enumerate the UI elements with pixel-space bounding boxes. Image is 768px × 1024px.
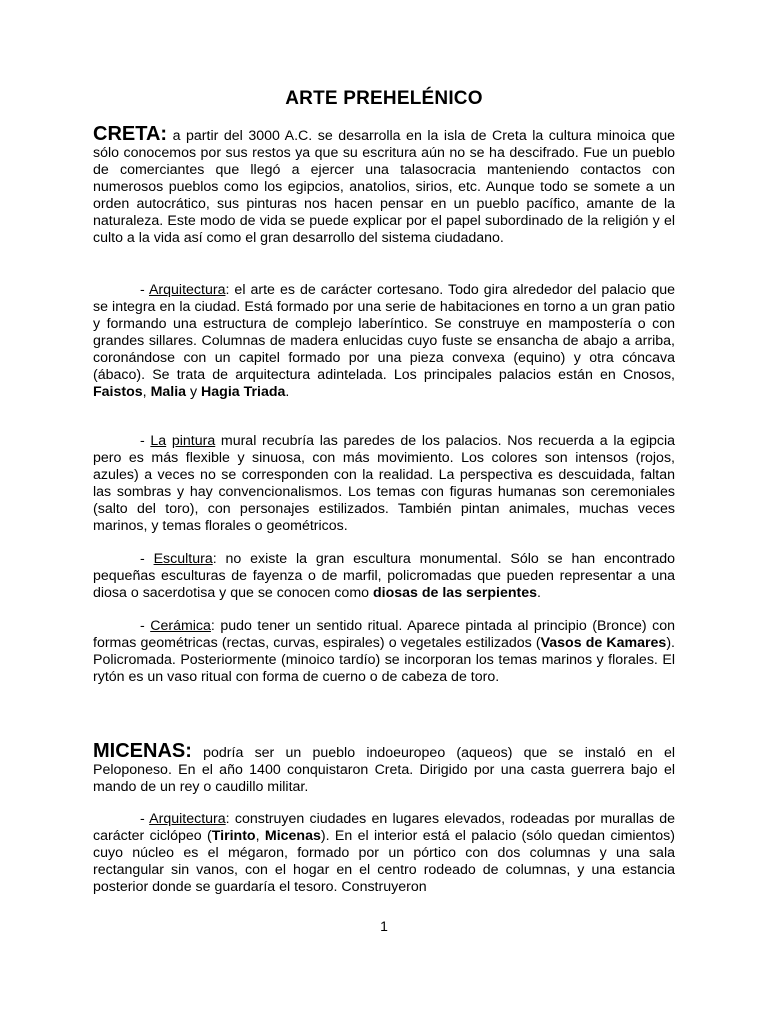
creta-paragraph: CRETA: a partir del 3000 A.C. se desarrolla en la isla de Creta la cultura minoica que sólo conocemos por sus restos ya que su escritura aún no se ha descifrado. Fue un pueblo de comerciantes que llegó a ejercer una talasocracia manteniendo contactos con numerosos pueblos como los egipcios, anatolios, sirios, etc. Aunque todo se somete a un orden autocrático, sus pinturas nos hacen pensar en un pueblo pacífico, amante de la naturaleza. Este modo de vida se puede explicar por el papel subordinado de la religión y el culto a la vida así como el gran desarrollo del sistema ciudadano.: [93, 123, 675, 246]
creta-intro: a partir del 3000 A.C. se desarrolla en la isla de Creta la cultura minoica que sólo conocemos por sus restos ya que su escritura aún no se ha descifrado. Fue un pueblo de comerciantes que llegó a ejercer una talasocracia manteniendo contactos con numerosos pueblos como los egipcios, anatolios, sirios, etc. Aunque todo se somete a un orden autocrático, sus pinturas nos hacen pensar en un pueblo pacífico, amante de la naturaleza. Este modo de vida se puede explicar por el papel subordinado de la religión y el culto a la vida así como el gran desarrollo del sistema ciudadano.: [93, 128, 675, 246]
micenas-arquitectura-paragraph: - Arquitectura: construyen ciudades en lugares elevados, rodeadas por murallas de carácter ciclópeo (Tirinto, Micenas). En el interior está el palacio (sólo quedan cimientos) cuyo núcleo es el mégaron, formado por un pórtico con dos columnas y una sala rectangular sin vanos, con el hogar en el centro rodeado de columnas, y una estancia posterior donde se guardaría el tesoro. Construyeron: [93, 811, 675, 895]
pintura-label: pintura: [171, 433, 216, 449]
diosas-serpientes: diosas de las serpientes: [372, 585, 538, 601]
page-title: ARTE PREHELÉNICO: [285, 88, 483, 109]
sep: ,: [255, 828, 265, 844]
creta-ceramica-text1: : pudo tener un sentido ritual. Aparece pintada al principio (Bronce) con formas geométricas (rectas, curvas, espirales) o vegetales estilizados (: [93, 618, 675, 651]
creta-escultura-text: : no existe la gran escultura monumental. Sólo se han encontrado pequeñas esculturas de fayenza o de marfil, policromadas que pueden representar a una diosa o sacerdotisa y que se conocen como: [93, 551, 675, 601]
creta-arquitectura-paragraph: - Arquitectura: el arte es de carácter cortesano. Todo gira alrededor del palacio que se integra en la ciudad. Está formado por una serie de habitaciones en torno a un gran patio y formando una estructura de complejo laberíntico. Se construye en mampostería o con grandes sillares. Columnas de madera enlucidas cuyo fuste se ensancha de abajo a arriba, coronándose con un capitel formado por una pieza convexa (equino) y otra cóncava (ábaco). Se trata de arquitectura adintelada. Los principales palacios están en Cnosos, Faistos, Malia y Hagia Triada.: [93, 282, 675, 400]
micenas-heading: MICENAS: [93, 740, 186, 762]
creta-heading: CRETA: [93, 123, 161, 145]
palace-malia: Malia: [150, 384, 187, 400]
micenas-arquitectura-text1: : construyen ciudades en lugares elevados, rodeadas por murallas de carácter ciclópeo (: [93, 811, 675, 844]
sep: ,: [142, 384, 151, 400]
palace-hagia-triada: Hagia Triada: [201, 384, 286, 400]
city-tirinto: Tirinto: [211, 828, 256, 844]
page-number: 1: [380, 918, 388, 934]
micenas-paragraph: MICENAS: podría ser un pueblo indoeuropeo (aqueos) que se instaló en el Peloponeso. En el año 1400 conquistaron Creta. Dirigido por una casta guerrera bajo el mando de un rey o caudillo militar.: [93, 740, 675, 795]
sep: y: [186, 384, 202, 400]
escultura-label: Escultura: [153, 551, 213, 567]
ceramica-label: Cerámica: [150, 618, 211, 634]
creta-pintura-text: mural recubría las paredes de los palacios. Nos recuerda a la egipcia pero es más flexible y sinuosa, con más movimiento. Los colores son intensos (rojos, azules) a veces no se corresponden con la realidad. La perspectiva es descuidada, faltan las sombras y hay convencionalismos. Los temas con figuras humanas son ceremoniales (salto del toro), con personajes estilizados. También pintan animales, muchas veces marinos, y temas florales o geométricos.: [93, 433, 675, 534]
micenas-arquitectura-label: Arquitectura: [149, 811, 226, 827]
vasos-kamares: Vasos de Kamares: [540, 635, 667, 651]
micenas-arquitectura-text2: ). En el interior está el palacio (sólo quedan cimientos) cuyo núcleo es el mégaron, formado por un pórtico con dos columnas y una sala rectangular sin vanos, con el hogar en el centro rodeado de columnas, y una estancia posterior donde se guardaría el tesoro. Construyeron: [93, 828, 675, 895]
period: .: [285, 384, 290, 400]
period: .: [537, 585, 541, 601]
creta-escultura-paragraph: - Escultura: no existe la gran escultura monumental. Sólo se han encontrado pequeñas esculturas de fayenza o de marfil, policromadas que pueden representar a una diosa o sacerdotisa y que se conocen como diosas de las serpientes.: [93, 551, 675, 601]
micenas-intro: podría ser un pueblo indoeuropeo (aqueos) que se instaló en el Peloponeso. En el año 1400 conquistaron Creta. Dirigido por una casta guerrera bajo el mando de un rey o caudillo militar.: [93, 745, 675, 795]
creta-ceramica-text2: ). Policromada. Posteriormente (minoico tardío) se incorporan los temas marinos y florales. El rytón es un vaso ritual con forma de cuerno o de cabeza de toro.: [93, 635, 675, 685]
palace-faistos: Faistos: [93, 384, 143, 400]
city-micenas: Micenas: [264, 828, 321, 844]
creta-arquitectura-text: : el arte es de carácter cortesano. Todo gira alrededor del palacio que se integra en la ciudad. Está formado por una serie de habitaciones en torno a un gran patio y formando una estructura de complejo laberíntico. Se construye en mampostería o con grandes sillares. Columnas de madera enlucidas cuyo fuste se ensancha de abajo a arriba, coronándose con un capitel formado por una pieza convexa (equino) y otra cóncava (ábaco). Se trata de arquitectura adintelada. Los principales palacios están en Cnosos,: [93, 282, 675, 383]
pintura-label-la: La: [150, 433, 167, 449]
creta-pintura-paragraph: - La pintura mural recubría las paredes de los palacios. Nos recuerda a la egipcia pero es más flexible y sinuosa, con más movimiento. Los colores son intensos (rojos, azules) a veces no se corresponden con la realidad. La perspectiva es descuidada, faltan las sombras y hay convencionalismos. Los temas con figuras humanas son ceremoniales (salto del toro), con personajes estilizados. También pintan animales, muchas veces marinos, y temas florales o geométricos.: [93, 433, 675, 534]
creta-arquitectura-label: Arquitectura: [148, 282, 226, 298]
creta-ceramica-paragraph: - Cerámica: pudo tener un sentido ritual. Aparece pintada al principio (Bronce) con formas geométricas (rectas, curvas, espirales) o vegetales estilizados (Vasos de Kamares). Policromada. Posteriormente (minoico tardío) se incorporan los temas marinos y florales. El rytón es un vaso ritual con forma de cuerno o de cabeza de toro.: [93, 618, 675, 685]
